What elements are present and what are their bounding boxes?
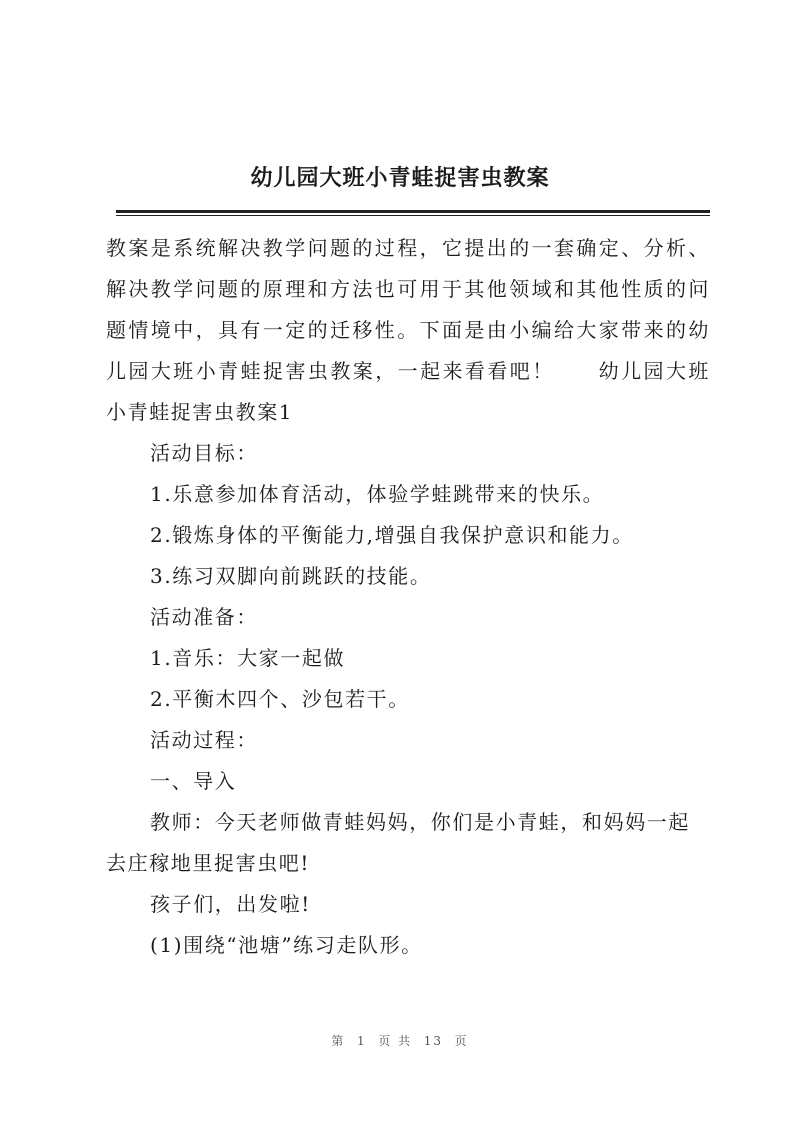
goal-item-1: 1.乐意参加体育活动，体验学蛙跳带来的快乐。: [150, 482, 605, 506]
preparation-item-1: 1.音乐：大家一起做: [150, 646, 346, 670]
lesson-subtitle: 幼儿园大班小青蛙捉害虫教案1: [106, 359, 711, 424]
teacher-speech: 教师：今天老师做青蛙妈妈，你们是小青蛙，和妈妈一起去庄稼地里捉害虫吧!: [106, 810, 690, 875]
title-divider-thick: [116, 210, 710, 213]
goal-item-2: 2.锻炼身体的平衡能力,增强自我保护意识和能力。: [150, 523, 634, 547]
process-step-1: (1)围绕“池塘”练习走队形。: [150, 933, 423, 957]
title-divider-thin: [116, 215, 710, 216]
intro-text: 教案是系统解决教学问题的过程，它提出的一套确定、分析、解决教学问题的原理和方法也可用于其他领域和其他性质的问题情境中，具有一定的迁移性。下面是由小编给大家带来的幼儿园大班小青蛙捉害虫教案，一起来看看吧！: [106, 236, 710, 383]
document-body: [106, 228, 710, 966]
page-number-footer: 第 1 页 共 13 页: [331, 1034, 469, 1048]
kids-depart-line: 孩子们，出发啦!: [150, 892, 311, 916]
process-step-intro: 一、导入: [150, 769, 237, 793]
document-title: 幼儿园大班小青蛙捉害虫教案: [250, 165, 550, 191]
section-heading-process: 活动过程：: [150, 728, 258, 752]
preparation-item-2: 2.平衡木四个、沙包若干。: [150, 687, 410, 711]
section-heading-preparation: 活动准备：: [150, 605, 258, 629]
section-heading-goals: 活动目标：: [150, 441, 258, 465]
intro-paragraph: [106, 228, 710, 433]
goal-item-3: 3.练习双脚向前跳跃的技能。: [150, 564, 432, 588]
